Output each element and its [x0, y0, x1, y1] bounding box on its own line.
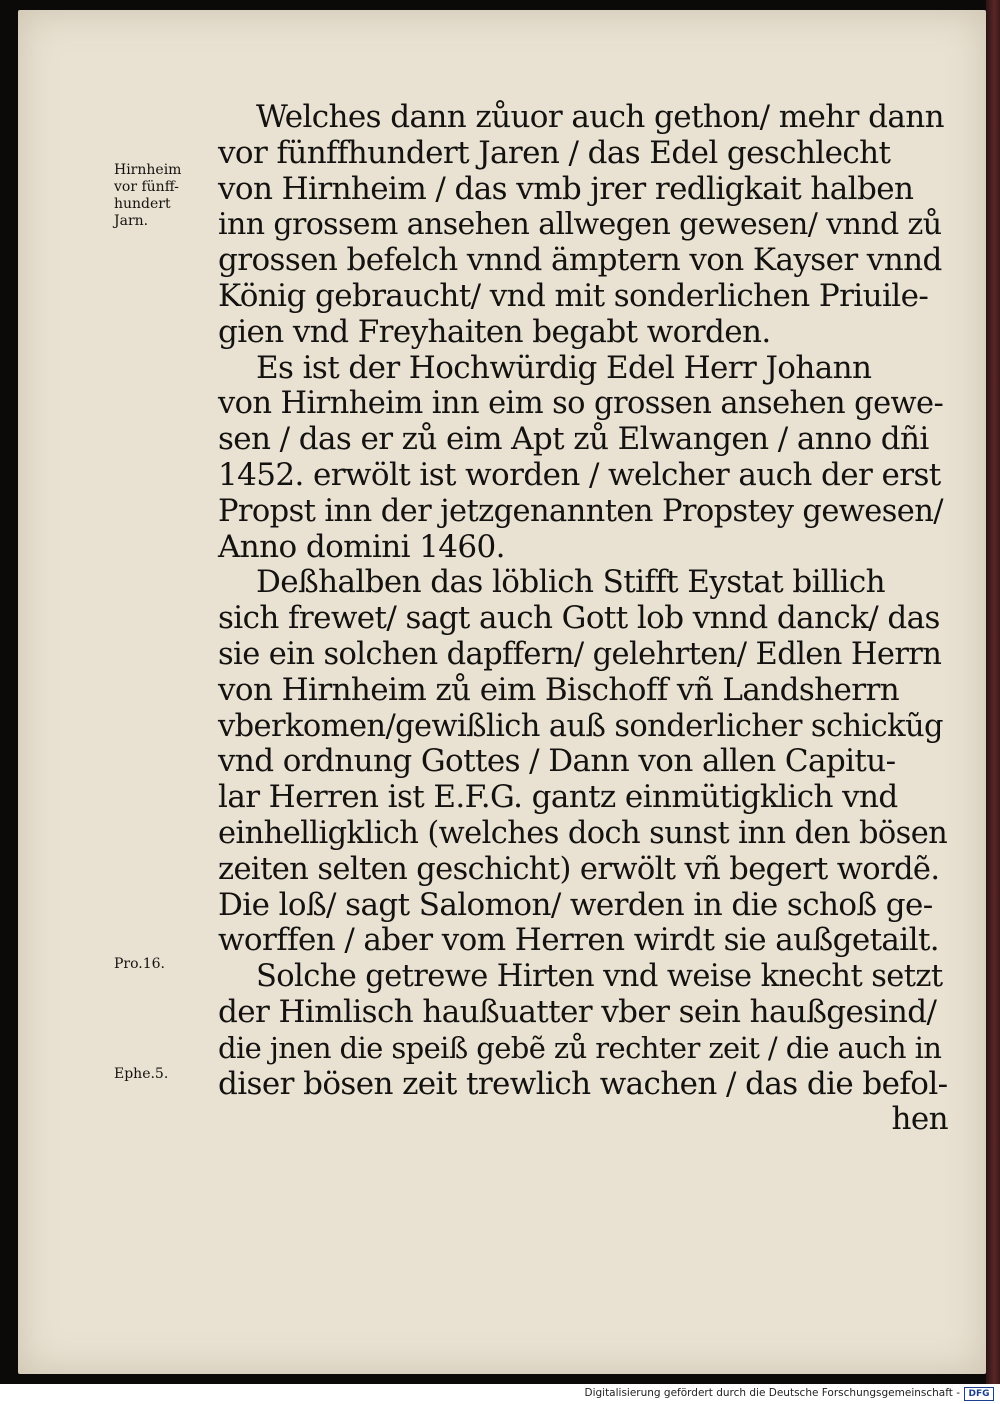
text-line: lar Herren ist E.F.G. gantz einmütigklich vnd	[218, 779, 898, 816]
text-line: sen / das er zů eim Apt zů Elwangen / anno dñi	[218, 421, 929, 458]
text-line: zeiten selten geschicht) erwölt vñ begert wordẽ.	[218, 851, 940, 887]
book-page	[18, 10, 986, 1374]
text-line: diser bösen zeit trewlich wachen / das die befol-	[218, 1065, 948, 1102]
text-line: von Hirnheim inn eim so grossen ansehen gewe-	[218, 386, 944, 422]
text-line: Propst inn der jetzgenannten Propstey gewesen/	[218, 493, 943, 529]
book-spine-edge	[986, 0, 1000, 1384]
text-line: sich frewet/ sagt auch Gott lob vnnd danck/ das	[218, 600, 940, 637]
text-line: 1452. erwölt ist worden / welcher auch der erst	[218, 456, 941, 493]
text-line: inn grossem ansehen allwegen gewesen/ vnnd zů	[218, 207, 942, 243]
digitization-footer	[0, 1384, 1000, 1404]
text-line: worffen / aber vom Herren wirdt sie außgetailt.	[218, 922, 940, 959]
marginal-note-line: Ephe.5.	[114, 1066, 169, 1082]
marginal-note-hirnheim	[114, 162, 226, 230]
text-line: Es ist der Hochwürdig Edel Herr Johann	[256, 349, 872, 386]
text-line: die jnen die speiß gebẽ zů rechter zeit / die auch in	[218, 1030, 942, 1065]
text-line: vberkomen/gewißlich auß sonderlicher schickũg	[218, 708, 943, 744]
text-line: von Hirnheim zů eim Bischoff vñ Landsherrn	[218, 671, 900, 708]
text-line: Solche getrewe Hirten vnd weise knecht setzt	[256, 959, 943, 995]
text-line: sie ein solchen dapffern/ gelehrten/ Edlen Herrn	[218, 636, 942, 672]
text-line: Anno domini 1460.	[218, 528, 505, 565]
marginal-note-line: vor fünff-	[114, 179, 179, 195]
text-line: Die loß/ sagt Salomon/ werden in die schoß ge-	[218, 886, 933, 923]
funding-credit: Digitalisierung gefördert durch die Deutsche Forschungsgemeinschaft -	[584, 1387, 960, 1399]
text-line: gien vnd Freyhaiten begabt worden.	[218, 313, 771, 350]
text-line: grossen befelch vnnd ämptern von Kayser vnnd	[218, 242, 942, 279]
marginal-note-proverbs	[114, 956, 226, 973]
text-line: einhelligklich (welches doch sunst inn den bösen	[218, 815, 948, 851]
text-line: König gebraucht/ vnd mit sonderlichen Priuile-	[218, 277, 929, 314]
page-body-text	[218, 100, 948, 1138]
marginal-note-line: hundert	[114, 196, 171, 212]
marginal-note-ephesians	[114, 1066, 226, 1083]
text-line: Deßhalben das löblich Stifft Eystat billich	[256, 564, 885, 601]
marginal-note-line: Jarn.	[114, 213, 149, 229]
text-line: Welches dann zůuor auch gethon/ mehr dann	[256, 99, 944, 135]
text-line: der Himlisch haußuatter vber sein haußgesind/	[218, 993, 937, 1030]
marginal-note-line: Hirnheim	[114, 162, 182, 178]
text-line: von Hirnheim / das vmb jrer redligkait halben	[218, 170, 914, 207]
marginal-note-line: Pro.16.	[114, 956, 166, 972]
dfg-logo-icon: DFG	[964, 1387, 994, 1401]
text-line: vnd ordnung Gottes / Dann von allen Capitu-	[218, 743, 896, 780]
text-line: vor fünffhundert Jaren / das Edel geschlecht	[218, 134, 891, 171]
catchword: hen	[891, 1101, 948, 1138]
